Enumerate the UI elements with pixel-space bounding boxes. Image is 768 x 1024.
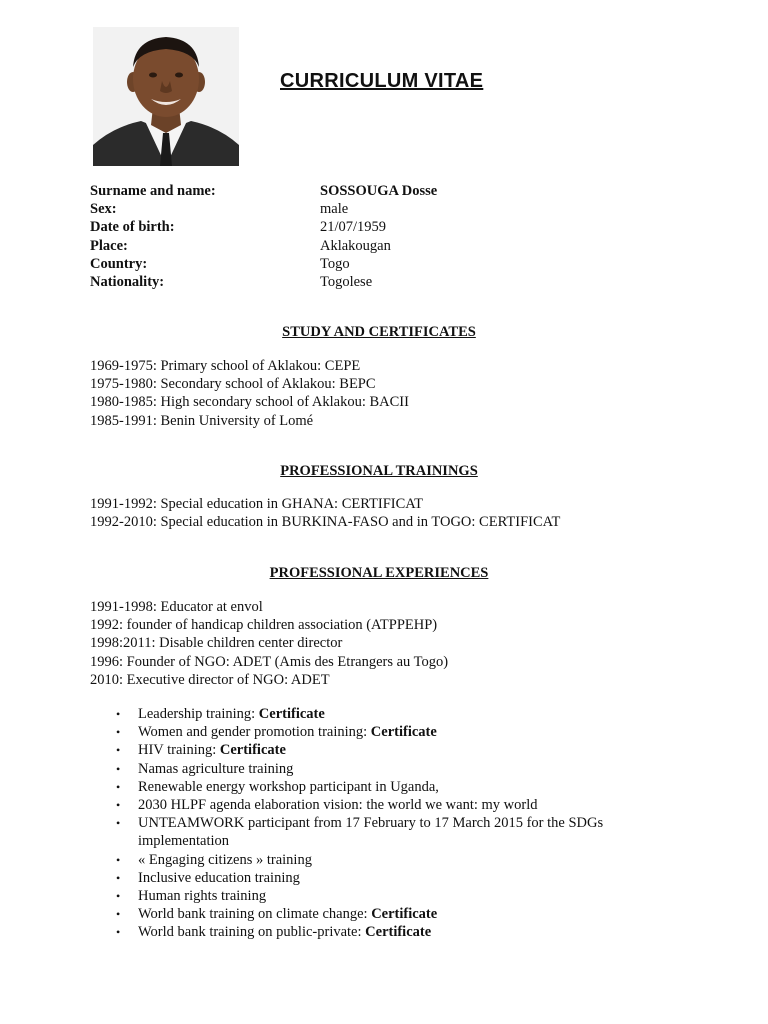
bullet-icon: •: [116, 761, 121, 776]
bullet-item: [90, 923, 650, 941]
bullet-item: [90, 869, 650, 887]
bullet-icon: •: [116, 870, 121, 885]
section-heading-text: PROFESSIONAL TRAININGS: [280, 463, 478, 479]
bullet-item: [90, 723, 650, 741]
bullet-certificate: Certificate: [371, 906, 438, 923]
bullet-icon: •: [116, 798, 121, 813]
bullet-item: [90, 887, 650, 905]
info-value: Togolese: [320, 273, 373, 290]
list-item: 1991-1992: Special education in GHANA: CERTIFICAT: [90, 496, 423, 512]
bullet-text: Leadership training:: [138, 706, 259, 722]
bullet-icon: •: [116, 852, 121, 867]
bullet-item: [90, 760, 650, 778]
section-heading-text: STUDY AND CERTIFICATES: [282, 324, 476, 340]
bullet-certificate: Certificate: [258, 706, 325, 722]
bullet-certificate: Certificate: [219, 742, 286, 759]
bullet-text: Renewable energy workshop participant in Uganda,: [138, 778, 439, 795]
bullet-text: Human rights training: [138, 888, 267, 905]
bullet-text: World bank training on climate change:: [138, 906, 372, 923]
bullet-text: World bank training on public-private:: [138, 924, 366, 941]
info-label: Date of birth:: [90, 219, 175, 236]
bullet-item: [90, 905, 650, 923]
bullet-icon: •: [116, 889, 121, 904]
info-label: Surname and name:: [90, 183, 216, 199]
list-item: 1980-1985: High secondary school of Aklakou: BACII: [90, 394, 409, 411]
bullet-item: [90, 814, 650, 850]
list-item: 1975-1980: Secondary school of Aklakou: BEPC: [90, 376, 376, 393]
bullet-text: Inclusive education training: [138, 869, 300, 886]
training-bullet-list: [90, 705, 650, 942]
experiences-list: [90, 598, 448, 689]
bullet-icon: •: [116, 925, 121, 940]
document-title: CURRICULUM VITAE: [280, 70, 484, 92]
bullet-item: [90, 851, 650, 869]
bullet-item: [90, 778, 650, 796]
section-heading-experiences: [0, 565, 768, 582]
list-item: 1992-2010: Special education in BURKINA-FASO and in TOGO: CERTIFICAT: [90, 514, 561, 531]
info-value: Aklakougan: [320, 237, 391, 254]
trainings-list: [90, 495, 560, 531]
info-label: Place:: [90, 237, 128, 254]
bullet-icon: •: [116, 907, 121, 922]
bullet-item: [90, 796, 650, 814]
bullet-icon: •: [116, 816, 121, 831]
bullet-text: HIV training:: [138, 742, 220, 759]
section-heading-text: PROFESSIONAL EXPERIENCES: [269, 565, 489, 581]
bullet-text: Women and gender promotion training:: [138, 724, 371, 741]
info-value: male: [320, 201, 349, 218]
bullet-text: Namas agriculture training: [138, 760, 294, 777]
list-item: 1998:2011: Disable children center director: [90, 635, 343, 652]
bullet-item: [90, 705, 650, 723]
list-item: 1996: Founder of NGO: ADET (Amis des Etrangers au Togo): [90, 653, 449, 670]
info-label: Country:: [90, 255, 148, 272]
section-heading-study: [0, 324, 768, 341]
section-heading-trainings: [0, 463, 768, 480]
bullet-icon: •: [116, 743, 121, 758]
list-item: 1969-1975: Primary school of Aklakou: CEPE: [90, 358, 361, 374]
bullet-certificate: Certificate: [370, 724, 437, 741]
info-value: SOSSOUGA Dosse: [320, 183, 438, 199]
list-item: 1992: founder of handicap children association (ATPPEHP): [90, 617, 438, 634]
bullet-icon: •: [116, 725, 121, 740]
list-item: 1985-1991: Benin University of Lomé: [90, 412, 314, 429]
bullet-item: [90, 741, 650, 759]
list-item: 1991-1998: Educator at envol: [90, 599, 263, 615]
info-label: Nationality:: [90, 273, 165, 290]
info-value: 21/07/1959: [320, 219, 387, 236]
bullet-text: 2030 HLPF agenda elaboration vision: the world we want: my world: [138, 797, 538, 814]
bullet-text: UNTEAMWORK participant from 17 February to 17 March 2015 for the SDGs implementation: [138, 815, 604, 850]
info-value: Togo: [320, 255, 350, 272]
bullet-text: « Engaging citizens » training: [138, 851, 312, 868]
info-label: Sex:: [90, 201, 117, 218]
bullet-certificate: Certificate: [365, 924, 432, 941]
bullet-icon: •: [116, 707, 121, 721]
bullet-icon: •: [116, 779, 121, 794]
study-list: [90, 357, 409, 430]
portrait-photo: [93, 27, 239, 166]
list-item: 2010: Executive director of NGO: ADET: [90, 671, 330, 688]
